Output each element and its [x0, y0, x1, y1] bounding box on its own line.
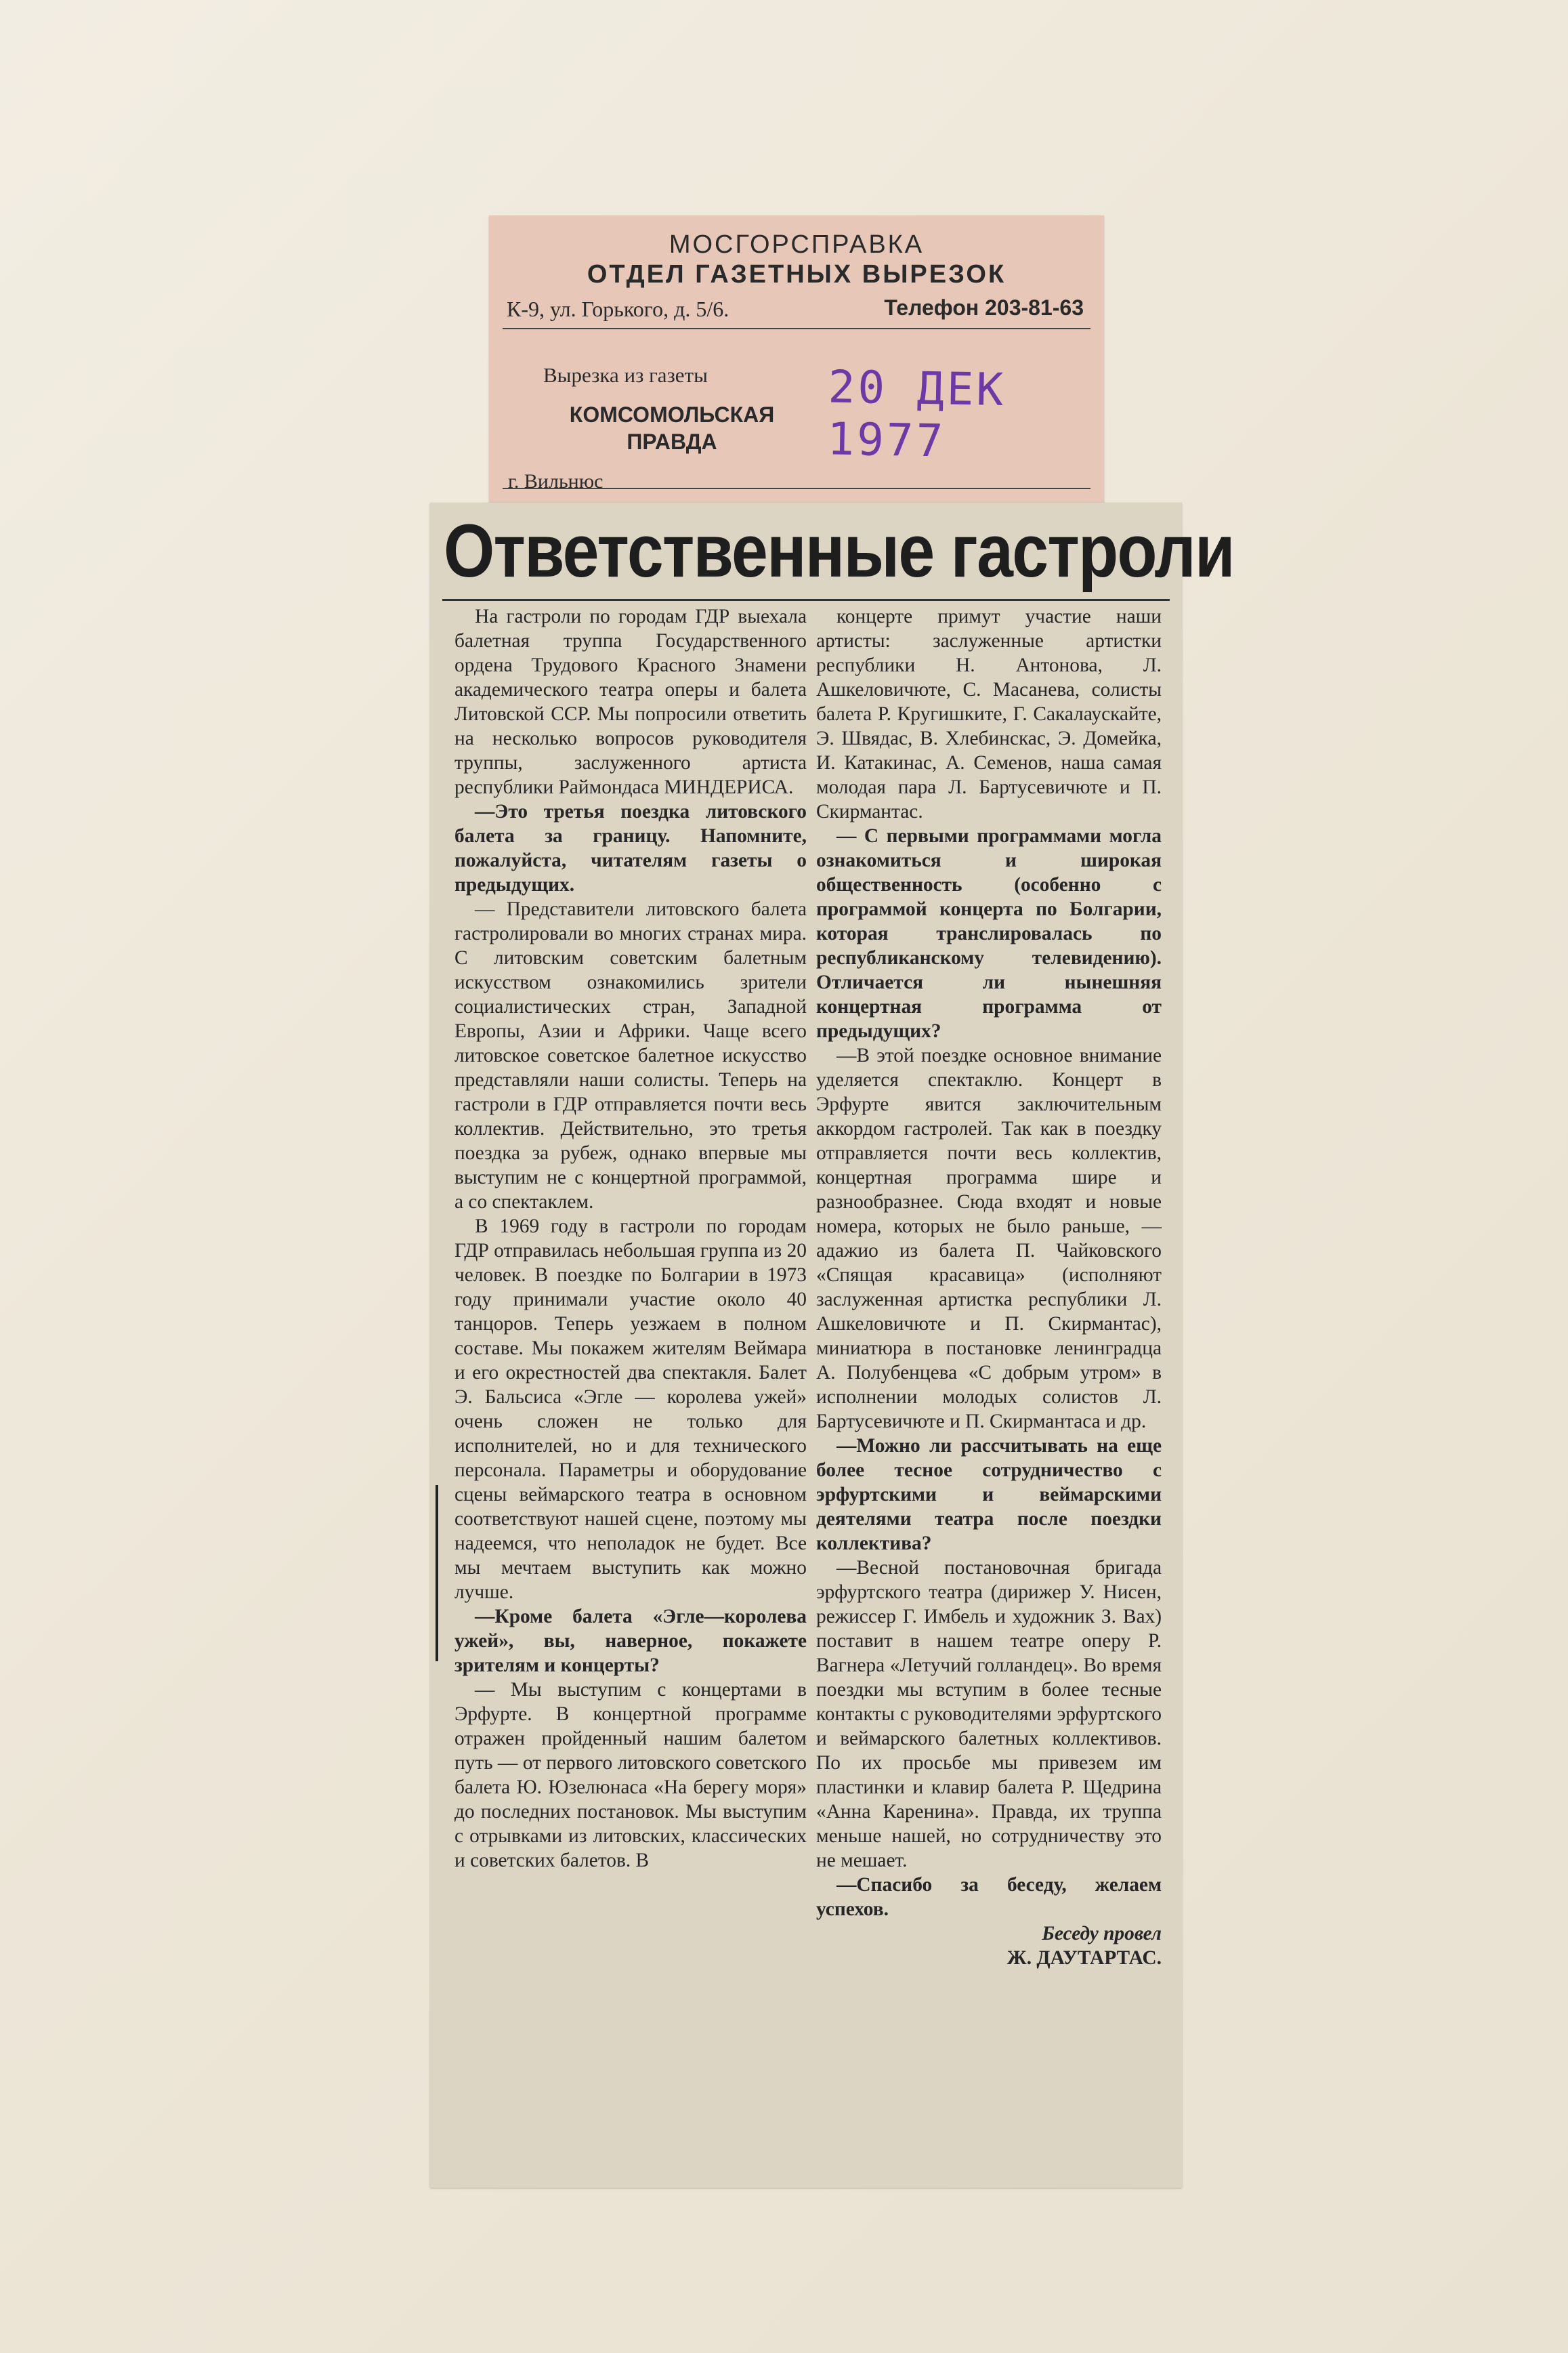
interview-question: — С первыми программами могла ознакомиться и широкая общественность (особенно с программой концерта по Болгарии, которая транслировалась по республиканскому телевидению). Отличается ли нынешняя концертная программа от предыдущих?	[816, 825, 1162, 1042]
city-label: г. Вильнюс	[508, 470, 603, 493]
byline-label: Беседу провел	[1042, 1923, 1162, 1944]
margin-mark	[436, 1485, 438, 1661]
agency-address: К-9, ул. Горького, д. 5/6.	[507, 297, 729, 321]
paragraph: — Мы выступим с концертами в Эрфурте. В концертной программе отражен пройденный нашим балетом путь — от первого литовского советского балета Ю. Юзелюнаса «На берегу моря» до последних постановок. Мы выступим с отрывками из литовских, классических и советских балетов. В	[454, 1679, 807, 1871]
clipping-agency-slip	[489, 215, 1104, 503]
clip-source-label: Вырезка из газеты	[543, 363, 708, 387]
paragraph: —В этой поездке основное внимание уделяется спектаклю. Концерт в Эрфурте явится заключительным аккордом гастролей. Так как в поездку отправляется почти весь коллектив, концертная программа шире и разнообразнее. Сюда входят и новые номера, которых не было раньше, — адажио из балета П. Чайковского «Спящая красавица» (исполняют заслуженная артистка республики Л. Ашкеловичюте и П. Скирмантас), миниатюра в постановке ленинградца А. Полубенцева «С добрым утром» в исполнении молодых солистов Л. Бартусевичюте и П. Скирмантаса и др.	[816, 1045, 1162, 1432]
agency-phone: Телефон 203-81-63	[884, 295, 1084, 320]
paragraph: — Представители литовского балета гастролировали во многих странах мира. С литовским советским балетным искусством ознакомились зрители социалистических стран, Западной Европы, Азии и Африки. Чаще всего литовское советское балетное искусство представляли наши солисты. Теперь на гастроли в ГДР отправляется почти весь коллектив. Действительно, это третья поездка за рубеж, однако впервые мы выступим не с концертной программой, а со спектаклем.	[454, 898, 807, 1213]
newspaper-name: КОМСОМОЛЬСКАЯ ПРАВДА	[569, 402, 775, 454]
slip-divider	[503, 328, 1090, 329]
paragraph: концерте примут участие наши артисты: заслуженные артистки республики Н. Антонова, Л. Ашкеловичюте, С. Масанева, солисты балета Р. Кругишките, Г. Сакалаускайте, Э. Швядас, В. Хлебинскас, Э. Домейка, И. Катакинас, А. Семенов, наша самая молодая пара Л. Бартусевичюте и П. Скирмантас.	[816, 606, 1162, 822]
agency-name: МОСГОРСПРАВКА	[669, 230, 925, 259]
interview-question: —Спасибо за беседу, желаем успехов.	[816, 1874, 1162, 1920]
paragraph: —Весной постановочная бригада эрфуртского театра (дирижер У. Нисен, режиссер Г. Имбель и художник З. Вах) поставит в нашем театре оперу Р. Вагнера «Летучий голландец». Во время поездки мы вступим в более тесные контакты с руководителями эрфуртского и веймарского балетных коллективов. По их просьбе мы привезем им пластинки и клавир балета Р. Щедрина «Анна Каренина». Правда, их труппа меньше нашей, но сотрудничеству это не мешает.	[816, 1557, 1162, 1871]
interview-question: —Это третья поездка литовского балета за границу. Напомните, пожалуйста, читателям газеты о предыдущих.	[454, 801, 807, 896]
article-column-left	[454, 604, 807, 1873]
article-headline: Ответственные гастроли	[444, 509, 1234, 593]
article-column-right	[816, 604, 1162, 1970]
interview-question: —Можно ли рассчитывать на еще более тесное сотрудничество с эрфуртскими и веймарскими деятелями театра после поездки коллектива?	[816, 1435, 1162, 1554]
headline-rule	[442, 599, 1170, 601]
paragraph: На гастроли по городам ГДР выехала балетная труппа Государственного ордена Трудового Красного Знамени академического театра оперы и балета Литовской ССР. Мы попросили ответить на несколько вопросов руководителя труппы, заслуженного артиста республики Раймондаса МИНДЕРИСА.	[454, 606, 807, 798]
date-stamp: 20 ДЕК 1977	[826, 360, 1007, 467]
paragraph: В 1969 году в гастроли по городам ГДР отправилась небольшая группа из 20 человек. В поездке по Болгарии в 1973 году принимали участие около 40 танцоров. Теперь уезжаем в полном составе. Мы покажем жителям Веймара и его окрестностей два спектакля. Балет Э. Бальсиса «Эгле — королева ужей» очень сложен не только для исполнителей, но и для технического персонала. Параметры и оборудование сцены веймарского театра в основном соответствуют нашей сцене, поэтому мы надеемся, что неполадок не будет. Все мы мечтаем выступить как можно лучше.	[454, 1215, 807, 1603]
interview-question: —Кроме балета «Эгле—королева ужей», вы, наверное, покажете зрителям и концерты?	[454, 1606, 807, 1676]
slip-bottom-divider	[503, 488, 1090, 489]
byline-name: Ж. ДАУТАРТАС.	[1007, 1947, 1162, 1969]
newspaper-clipping	[430, 503, 1234, 2188]
agency-department: ОТДЕЛ ГАЗЕТНЫХ ВЫРЕЗОК	[587, 260, 1007, 289]
